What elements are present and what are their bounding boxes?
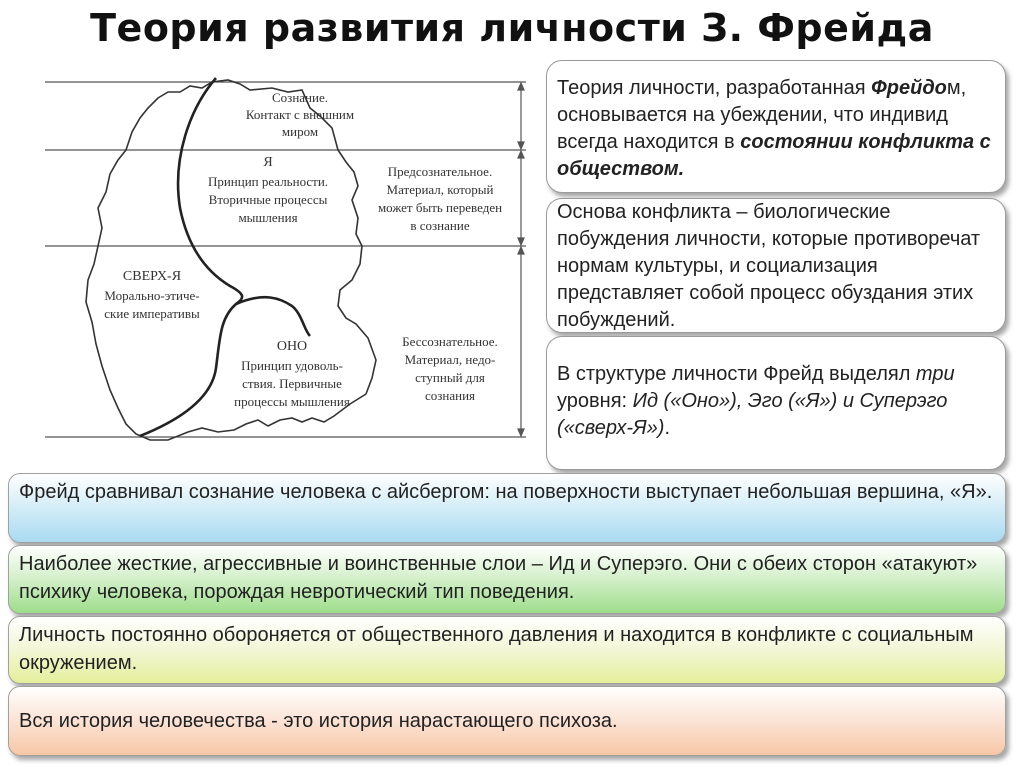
label-ego-3: Вторичные процессы — [208, 192, 328, 207]
label-id-1: ОНО — [276, 339, 308, 354]
box1-conflict-emphasis: состоянии конфликта с обществом. — [557, 131, 991, 180]
statement-defense — [8, 616, 1006, 684]
box3-three-emphasis: три — [915, 363, 955, 385]
freud-iceberg-diagram — [40, 68, 540, 453]
box3-text-2: уровня: — [557, 390, 633, 412]
ego-boundary-curve — [140, 78, 242, 436]
label-unconscious-1: Бессознательное. — [402, 334, 498, 349]
box1-freud-emphasis: Фрейдо — [871, 77, 947, 99]
label-id-2: Принцип удоволь- — [241, 358, 343, 373]
statement-psychosis-text: Вся история человечества - это история нарастающего психоза. — [19, 710, 618, 732]
page-title: Теория развития личности З. Фрейда — [90, 6, 934, 50]
statement-iceberg-text: Фрейд сравнивал сознание человека с айсбергом: на поверхности выступает небольшая вершина, «Я». — [19, 481, 993, 503]
info-box-personality-structure — [546, 336, 1006, 470]
label-ego-2: Принцип реальности. — [207, 174, 329, 189]
box3-text-1: В структуре личности Фрейд выделял — [557, 363, 916, 385]
label-unconscious-4: сознания — [424, 388, 476, 403]
statement-iceberg — [8, 473, 1006, 543]
info-box-conflict-basis — [546, 198, 1006, 333]
label-preconscious-1: Предсознательное. — [387, 164, 493, 179]
label-preconscious-3: может быть переведен — [377, 200, 503, 215]
label-superego-2: Морально-этиче- — [104, 288, 200, 303]
statement-aggressive-layers-text: Наиболее жесткие, агрессивные и воинственные слои – Ид и Суперэго. Они с обеих сторон «атакуют» психику человека, порождая невротический тип поведения. — [19, 553, 978, 603]
info-box-conflict-theory — [546, 60, 1006, 193]
statement-aggressive-layers — [8, 545, 1006, 614]
label-unconscious-3: ступный для — [415, 370, 485, 385]
box3-levels-emphasis: Ид («Оно»), Эго («Я») и Суперэго («сверх-Я») — [557, 390, 948, 439]
label-ego-1: Я — [263, 155, 273, 170]
box3-text-3: . — [664, 417, 671, 439]
label-preconscious-4: в сознание — [410, 218, 470, 233]
statement-psychosis — [8, 686, 1006, 756]
label-id-3: ствия. Первичные — [242, 376, 342, 391]
label-id-4: процессы мышления — [234, 394, 350, 409]
label-superego-1: СВЕРХ-Я — [122, 269, 182, 284]
label-consciousness-2: Контакт с внешним — [245, 107, 355, 122]
level-arrows — [518, 83, 524, 436]
label-consciousness-3: миром — [281, 124, 319, 139]
superego-boundary-curve — [236, 297, 310, 336]
label-unconscious-2: Материал, недо- — [404, 352, 496, 367]
box1-text-1: Теория личности, разработанная — [557, 77, 872, 99]
statement-defense-text: Личность постоянно обороняется от общественного давления и находится в конфликте с социальным окружением. — [19, 624, 974, 674]
label-ego-4: мышления — [238, 210, 298, 225]
label-preconscious-2: Материал, который — [386, 182, 494, 197]
label-consciousness-1: Сознание. — [272, 90, 328, 105]
box2-text: Основа конфликта – биологические побуждения личности, которые противоречат нормам культуры, и социализация представляет собой процесс обуздания этих побуждений. — [557, 201, 981, 331]
box1-text-2: м, основывается на убеждении, что индивид всегда находится в — [557, 77, 967, 153]
label-superego-3: ские императивы — [104, 306, 200, 321]
